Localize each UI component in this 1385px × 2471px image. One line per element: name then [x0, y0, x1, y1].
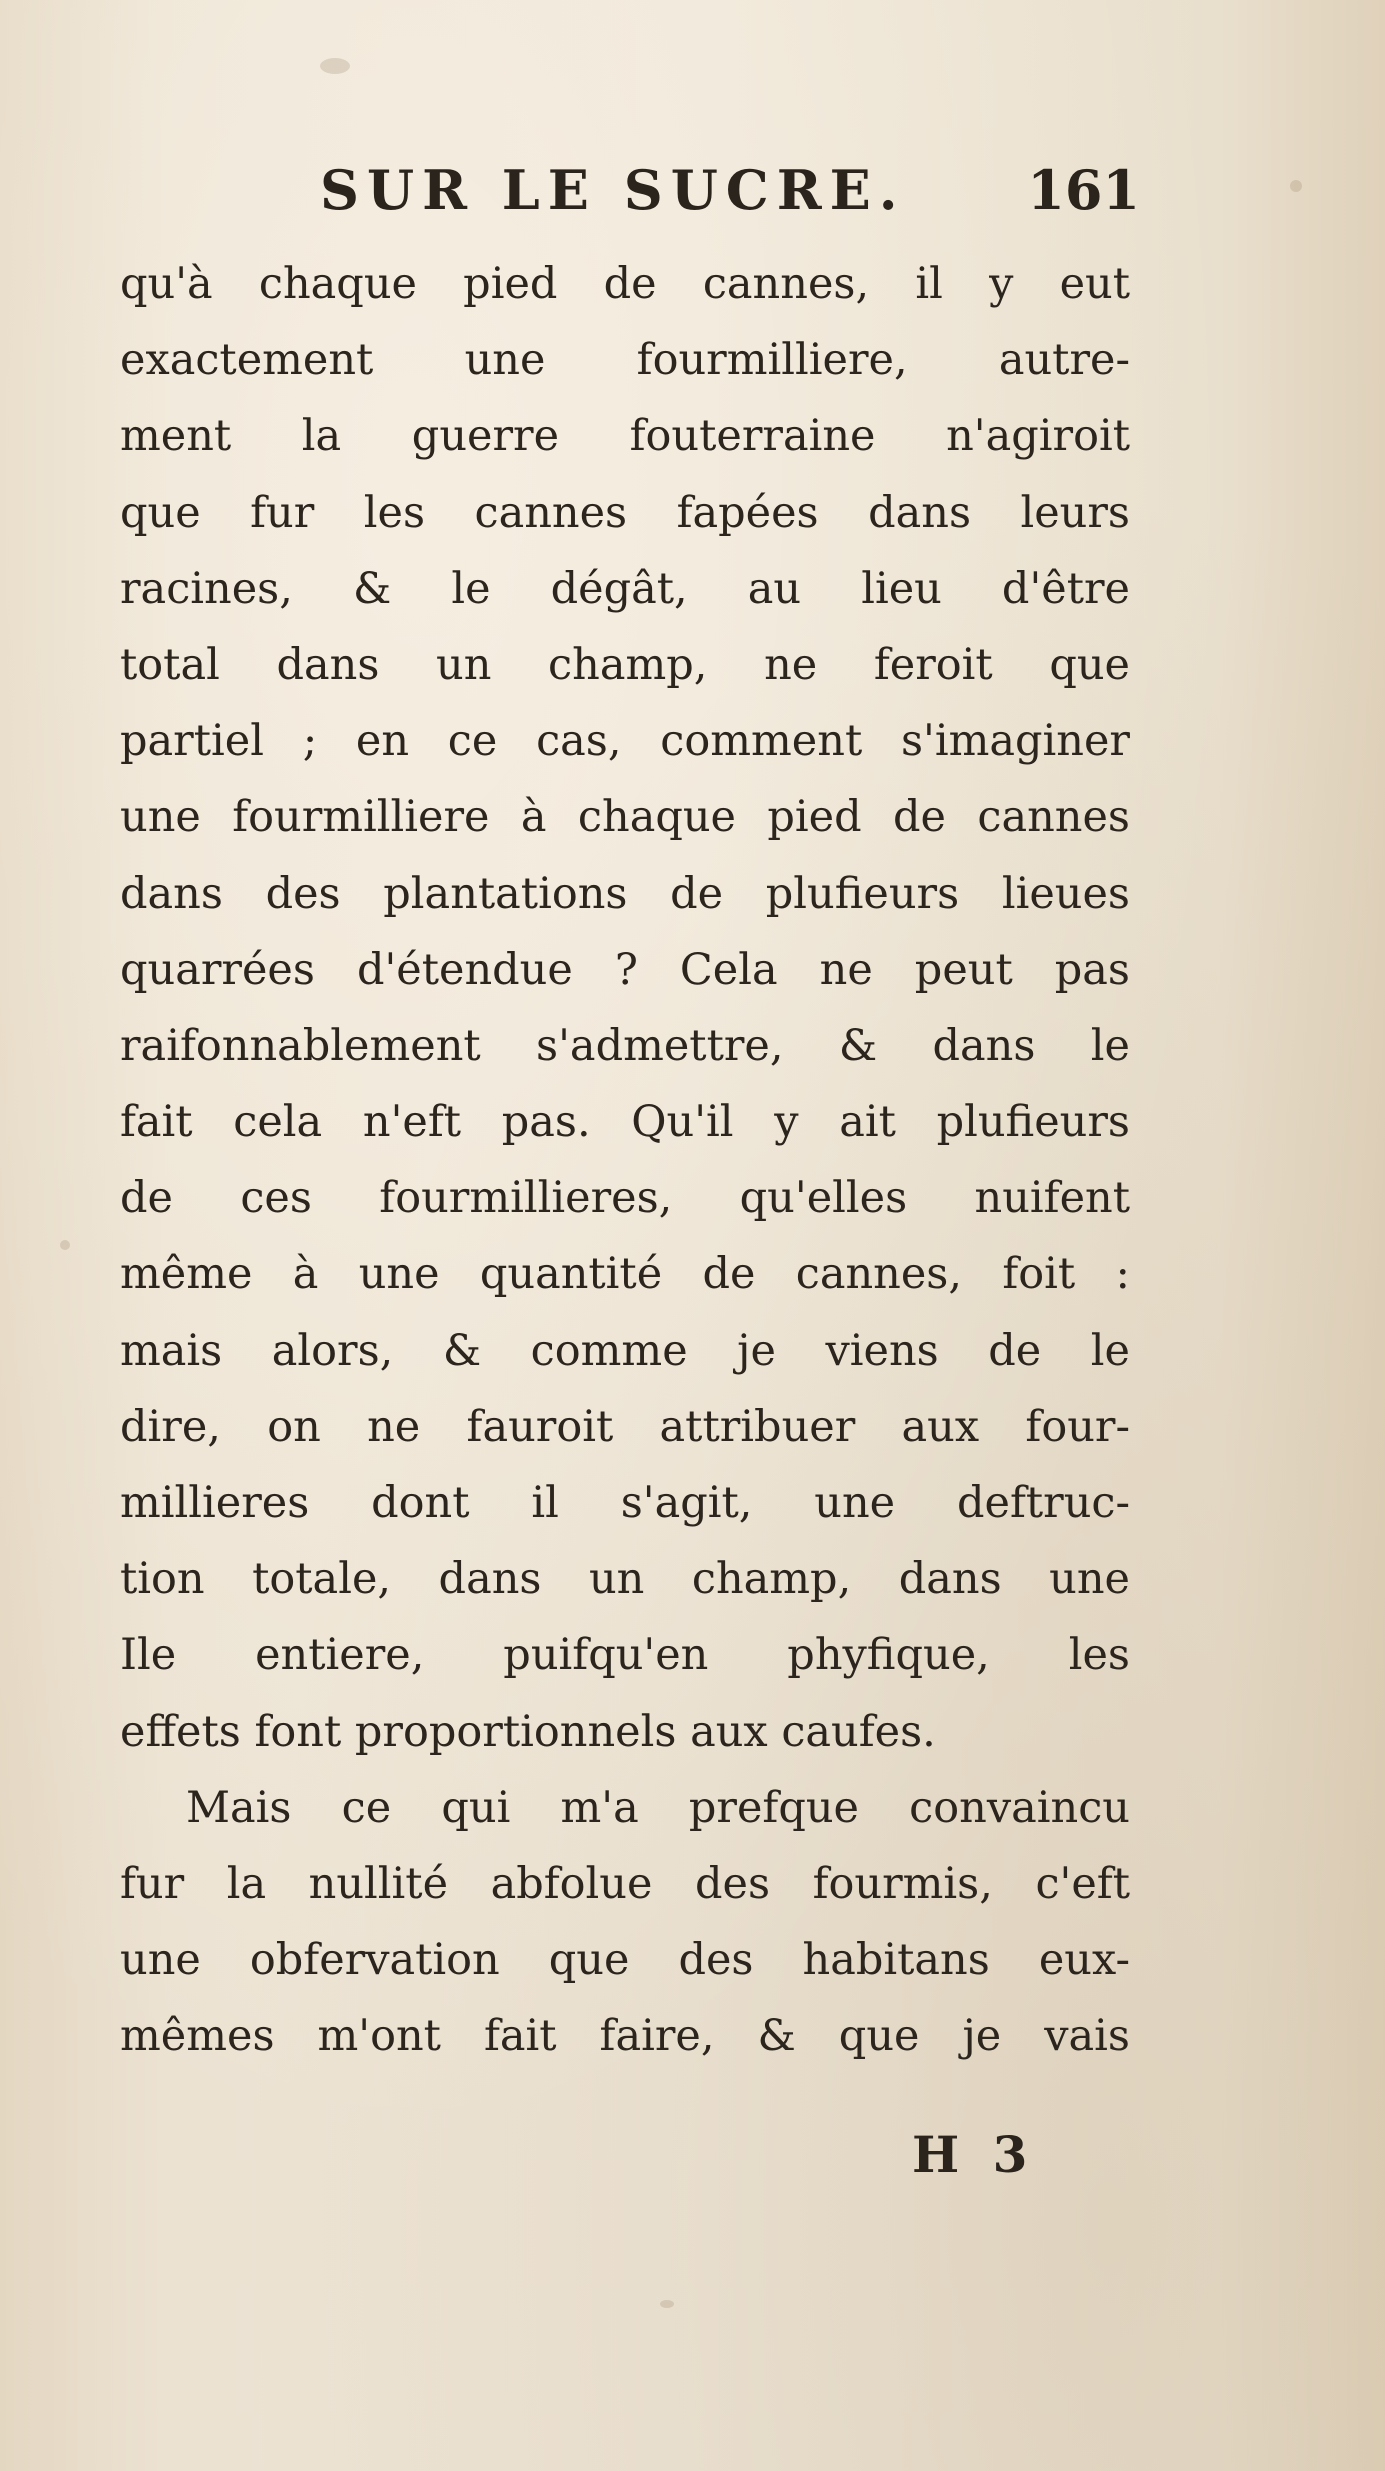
- text-line: millieres dont il s'agit, une deftruc-: [120, 1478, 1130, 1528]
- paper-stain: [60, 1240, 70, 1250]
- text-line: racines, & le dégât, au lieu d'être: [120, 563, 1130, 614]
- paper-stain: [1290, 180, 1302, 192]
- text-line: fur la nullité abfolue des fourmis, c'eft: [120, 1858, 1130, 1909]
- text-line: exactement une fourmilliere, autre-: [120, 335, 1130, 386]
- text-line: dire, on ne fauroit attribuer aux four-: [120, 1401, 1130, 1452]
- text-line: raifonnablement s'admettre, & dans le: [120, 1020, 1130, 1071]
- text-line: que fur les cannes fapées dans leurs: [120, 487, 1130, 538]
- page-number: 161: [1027, 158, 1140, 222]
- text-line: qu'à chaque pied de cannes, il y eut: [120, 259, 1130, 309]
- running-head: [320, 158, 1140, 238]
- body-text: [120, 246, 1130, 2075]
- text-line: Ile entiere, puifqu'en phyfique, les: [120, 1630, 1130, 1681]
- text-line: une fourmilliere à chaque pied de cannes: [120, 792, 1130, 843]
- catchword: H 3: [912, 2125, 1036, 2184]
- text-line: de ces fourmillieres, qu'elles nuifent: [120, 1173, 1130, 1224]
- text-line: total dans un champ, ne feroit que: [120, 639, 1130, 690]
- text-line: partiel ; en ce cas, comment s'imaginer: [120, 716, 1130, 767]
- text-line: dans des plantations de plufieurs lieues: [120, 868, 1130, 919]
- text-line: quarrées d'étendue ? Cela ne peut pas: [120, 944, 1130, 995]
- running-head-title: SUR LE SUCRE.: [320, 158, 906, 222]
- paper-stain: [320, 58, 350, 74]
- text-line: mais alors, & comme je viens de le: [120, 1325, 1130, 1376]
- text-line: tion totale, dans un champ, dans une: [120, 1554, 1130, 1605]
- text-line: même à une quantité de cannes, foit :: [120, 1249, 1130, 1300]
- text-line: une obfervation que des habitans eux-: [120, 1935, 1130, 1986]
- text-line: effets font proportionnels aux caufes.: [120, 1706, 936, 1757]
- text-line: mêmes m'ont fait faire, & que je vais: [120, 2011, 1130, 2062]
- paper-stain: [660, 2300, 674, 2308]
- text-line: Mais ce qui m'a prefque convaincu: [186, 1782, 1130, 1833]
- text-line: ment la guerre fouterraine n'agiroit: [120, 411, 1130, 462]
- text-line: fait cela n'eft pas. Qu'il y ait plufieurs: [120, 1097, 1130, 1148]
